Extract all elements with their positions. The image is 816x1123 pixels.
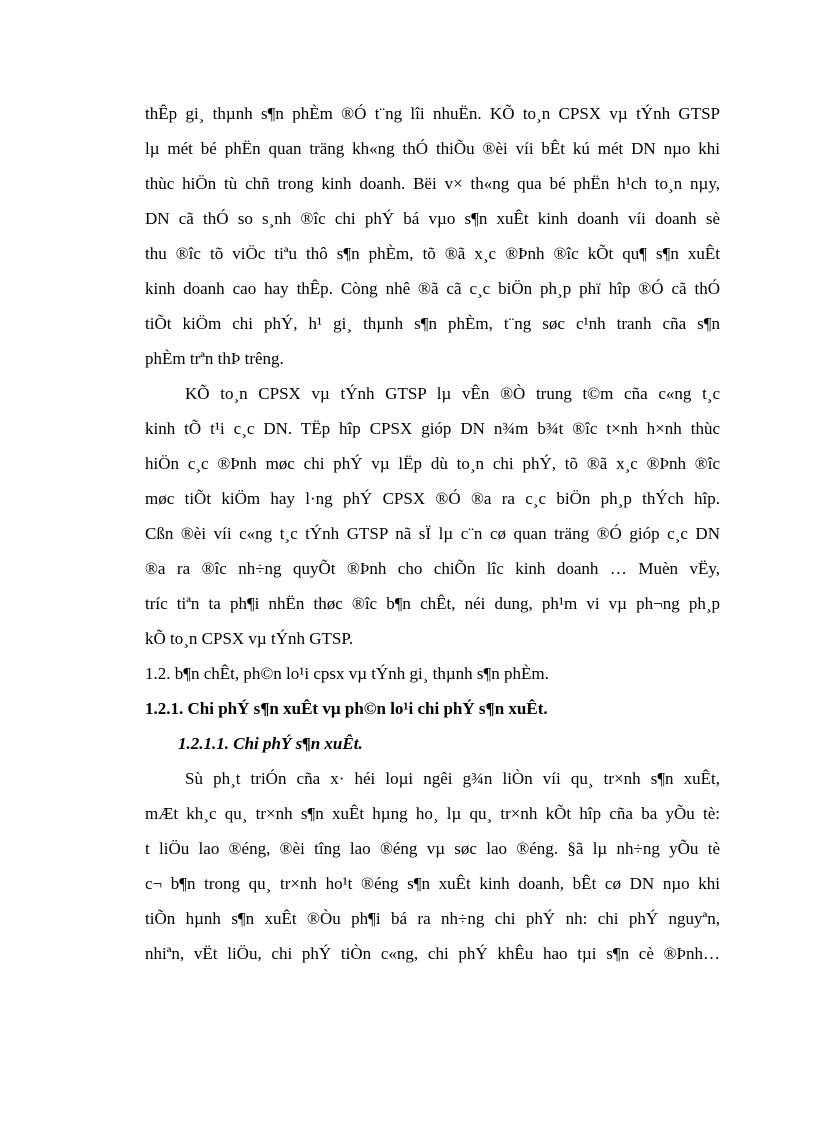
paragraph-line: tríc tiªn ta ph¶i nhËn thøc ®îc b¶n chÊt, néi dung, ph¹m vi vµ ph¬ng ph¸p bbox=[145, 594, 720, 613]
paragraph-line: thùc hiÖn tù chñ trong kinh doanh. Bëi v× th«ng qua bé phËn h¹ch to¸n nµy, bbox=[145, 174, 720, 193]
paragraph-line: kinh doanh cao hay thÊp. Còng nhê ®ã cã c¸c biÖn ph¸p phï hîp ®Ó cã thÓ bbox=[145, 279, 720, 298]
paragraph-line: c¬ b¶n trong qu¸ tr×nh ho¹t ®éng s¶n xuÊt kinh doanh, bÊt cø DN nµo khi bbox=[145, 874, 720, 893]
paragraph-line: mÆt kh¸c qu¸ tr×nh s¶n xuÊt hµng ho¸ lµ qu¸ tr×nh kÕt hîp cña ba yÕu tè: bbox=[145, 804, 720, 823]
paragraph-line: KÕ to¸n CPSX vµ tÝnh GTSP lµ vÊn ®Ò trung t©m cña c«ng t¸c bbox=[185, 384, 720, 403]
subsection-heading: 1.2.1. Chi phÝ s¶n xuÊt vµ ph©n lo¹i chi phÝ s¶n xuÊt. bbox=[145, 699, 548, 718]
paragraph-line: hiÖn c¸c ®Þnh møc chi phÝ vµ lËp dù to¸n chi phÝ, tõ ®ã x¸c ®Þnh ®îc bbox=[145, 454, 720, 473]
paragraph-line: t liÖu lao ®éng, ®èi tîng lao ®éng vµ søc lao ®éng. §ã lµ nh÷ng yÕu tè bbox=[145, 839, 720, 858]
paragraph-line: nhiªn, vËt liÖu, chi phÝ tiÒn c«ng, chi phÝ khÊu hao tµi s¶n cè ®Þnh… bbox=[145, 944, 720, 963]
paragraph-line: kinh tÕ t¹i c¸c DN. TËp hîp CPSX gióp DN n¾m b¾t ®îc t×nh h×nh thùc bbox=[145, 419, 720, 438]
paragraph-line: Cßn ®èi víi c«ng t¸c tÝnh GTSP nã sÏ lµ c¨n cø quan träng ®Ó gióp c¸c DN bbox=[145, 524, 720, 543]
paragraph-line: tiÕt kiÖm chi phÝ, h¹ gi¸ thµnh s¶n phÈm, t¨ng søc c¹nh tranh cña s¶n bbox=[145, 314, 720, 333]
paragraph-line: tiÕn hµnh s¶n xuÊt ®Òu ph¶i bá ra nh÷ng chi phÝ nh: chi phÝ nguyªn, bbox=[145, 909, 720, 928]
paragraph-line: thu ®îc tõ viÖc tiªu thô s¶n phÈm, tõ ®ã x¸c ®Þnh ®îc kÕt qu¶ s¶n xuÊt bbox=[145, 244, 720, 263]
subsubsection-heading: 1.2.1.1. Chi phÝ s¶n xuÊt. bbox=[178, 734, 363, 753]
paragraph-line: DN cã thÓ so s¸nh ®îc chi phÝ bá vµo s¶n xuÊt kinh doanh víi doanh sè bbox=[145, 209, 720, 228]
paragraph-line: phÈm trªn thÞ trêng. bbox=[145, 349, 284, 368]
paragraph-line: Sù ph¸t triÓn cña x· héi loµi ngêi g¾n liÒn víi qu¸ tr×nh s¶n xuÊt, bbox=[185, 769, 720, 788]
section-heading: 1.2. b¶n chÊt, ph©n lo¹i cpsx vµ tÝnh gi¸ thµnh s¶n phÈm. bbox=[145, 664, 549, 683]
paragraph-line: møc tiÕt kiÖm hay l·ng phÝ CPSX ®Ó ®a ra c¸c biÖn ph¸p thÝch hîp. bbox=[145, 489, 720, 508]
paragraph-line: lµ mét bé phËn quan träng kh«ng thÓ thiÕu ®èi víi bÊt kú mét DN nµo khi bbox=[145, 139, 720, 158]
paragraph-line: thÊp gi¸ thµnh s¶n phÈm ®Ó t¨ng lîi nhuËn. KÕ to¸n CPSX vµ tÝnh GTSP bbox=[145, 104, 720, 123]
paragraph-line: kÕ to¸n CPSX vµ tÝnh GTSP. bbox=[145, 629, 354, 648]
paragraph-line: ®a ra ®îc nh÷ng quyÕt ®Þnh cho chiÕn lîc kinh doanh … Muèn vËy, bbox=[145, 559, 720, 578]
